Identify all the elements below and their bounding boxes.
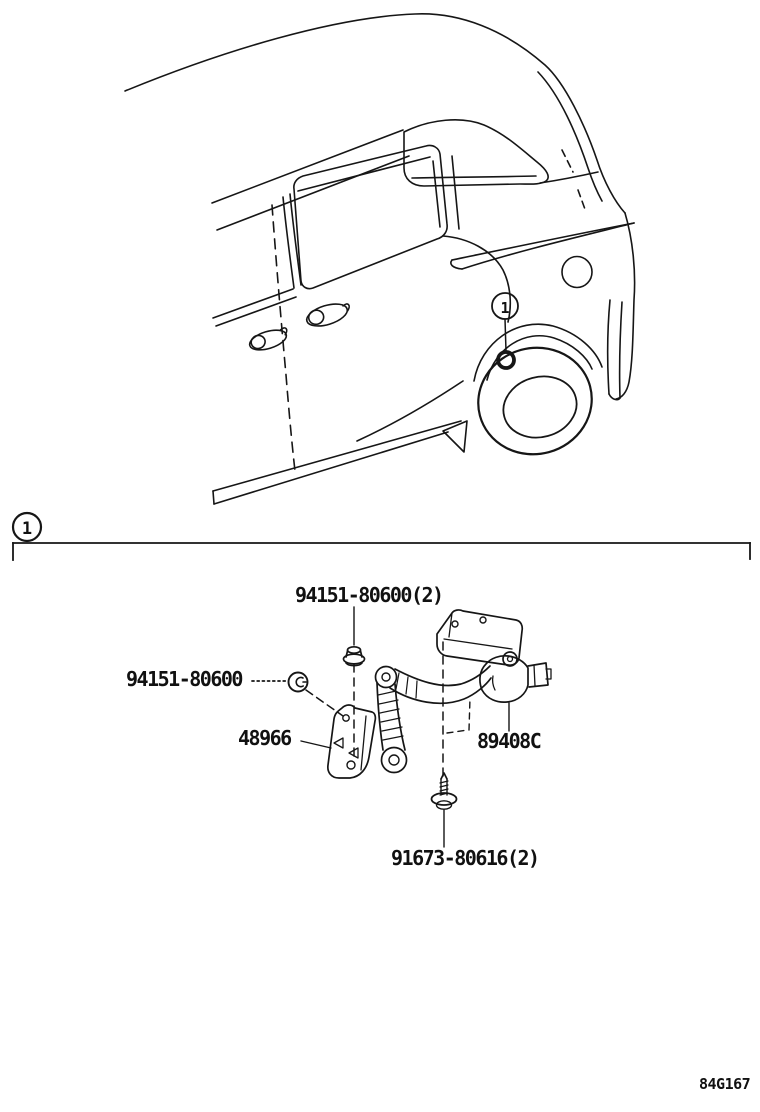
grommet-drawing (289, 673, 308, 692)
height-sensor-drawing (390, 610, 551, 733)
link-rod-drawing (376, 667, 407, 773)
leader-bracket (301, 741, 331, 748)
part-label-clip-nut: 94151-80600(2) (295, 583, 443, 607)
bracket-drawing (328, 705, 376, 778)
figure-code: 84G167 (699, 1075, 751, 1093)
part-label-bracket: 48966 (238, 726, 291, 750)
rear-door-handle (304, 299, 352, 330)
screw-drawing (432, 773, 457, 809)
nut-drawing (344, 647, 365, 666)
section-bracket (13, 513, 750, 560)
part-label-screw: 91673-80616(2) (391, 846, 539, 870)
part-label-grommet: 94151-80600 (126, 667, 242, 691)
parts-diagram (252, 607, 551, 847)
vehicle-callout-stem (505, 319, 506, 351)
vehicle-callout-number: 1 (500, 299, 510, 317)
section-callout-number: 1 (21, 519, 33, 539)
part-label-height-sensor: 89408C (477, 729, 541, 753)
car-line-art (125, 14, 635, 504)
